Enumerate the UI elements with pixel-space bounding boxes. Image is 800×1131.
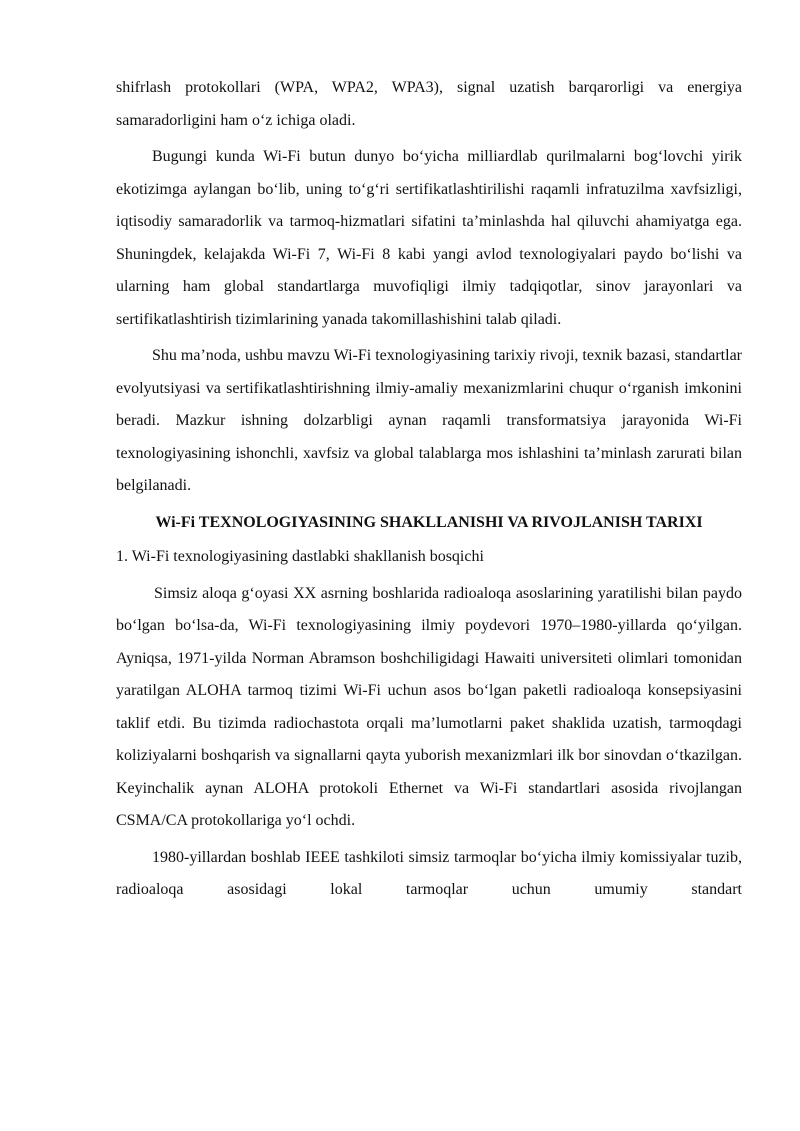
- document-page: [116, 72, 742, 911]
- paragraph-aloha-history: Simsiz aloqa g‘oyasi XX asrning boshlarida radioaloqa asoslarining yaratilishi bilan paydo bo‘lgan bo‘lsa-da, Wi-Fi texnologiyasining ilmiy poydevori 1970–1980-yillarda qo‘yilgan. Ayniqsa, 1971-yilda Norman Abramson boshchiligidagi Hawaiti universiteti olimlari tomonidan yaratilgan ALOHA tarmoq tizimi Wi-Fi uchun asos bo‘lgan paketli radioaloqa konsepsiyasini taklif etdi. Bu tizimda radiochastota orqali ma’lumotlarni paket shaklida uzatish, tarmoqdagi koliziyalarni boshqarish va signallarni qayta yuborish mexanizmlari ilk bor sinovdan o‘tkazilgan. Keyinchalik aynan ALOHA protokoli Ethernet va Wi-Fi standartlari asosida rivojlangan CSMA/CA protokollariga yo‘l ochdi.: [116, 584, 742, 829]
- paragraph-topic-relevance: Shu ma’noda, ushbu mavzu Wi-Fi texnologiyasining tarixiy rivoji, texnik bazasi, standartlar evolyutsiyasi va sertifikatlashtirishning ilmiy-amaliy mexanizmlarini chuqur o‘rganish imkonini beradi. Mazkur ishning dolzarbligi aynan raqamli transformatsiya jarayonida Wi-Fi texnologiyasining ishonchli, xavfsiz va global talablarga mos ishlashini ta’minlash zarurati bilan belgilanadi.: [116, 347, 742, 494]
- paragraph-ieee-history: 1980-yillardan boshlab IEEE tashkiloti simsiz tarmoqlar bo‘yicha ilmiy komissiyalar tuzib, radioaloqa asosidagi lokal tarmoqlar uchun umumiy standart: [116, 848, 742, 898]
- section-heading: Wi-Fi TEXNOLOGIYASINING SHAKLLANISHI VA RIVOJLANISH TARIXI: [155, 513, 703, 531]
- subsection-title: 1. Wi-Fi texnologiyasining dastlabki shakllanish bosqichi: [116, 548, 484, 565]
- paragraph-wifi-ecosystem: Bugungi kunda Wi-Fi butun dunyo bo‘yicha milliardlab qurilmalarni bog‘lovchi yirik ekotizimga aylangan bo‘lib, uning to‘g‘ri sertifikatlashtirilishi raqamli infratuzilma xavfsizligi, iqtisodiy samaradorlik va tarmoq-hizmatlari sifatini ta’minlashda hal qiluvchi ahamiyatga ega. Shuningdek, kelajakda Wi-Fi 7, Wi-Fi 8 kabi yangi avlod texnologiyalari paydo bo‘lishi va ularning ham global standartlarga muvofiqligi ilmiy tadqiqotlar, sinov jarayonlari va sertifikatlashtirish tizimlarining yanada takomillashishini talab qiladi.: [116, 148, 742, 328]
- paragraph-continuation: shifrlash protokollari (WPA, WPA2, WPA3), signal uzatish barqarorligi va energiya samaradorligini ham o‘z ichiga oladi.: [116, 79, 742, 129]
